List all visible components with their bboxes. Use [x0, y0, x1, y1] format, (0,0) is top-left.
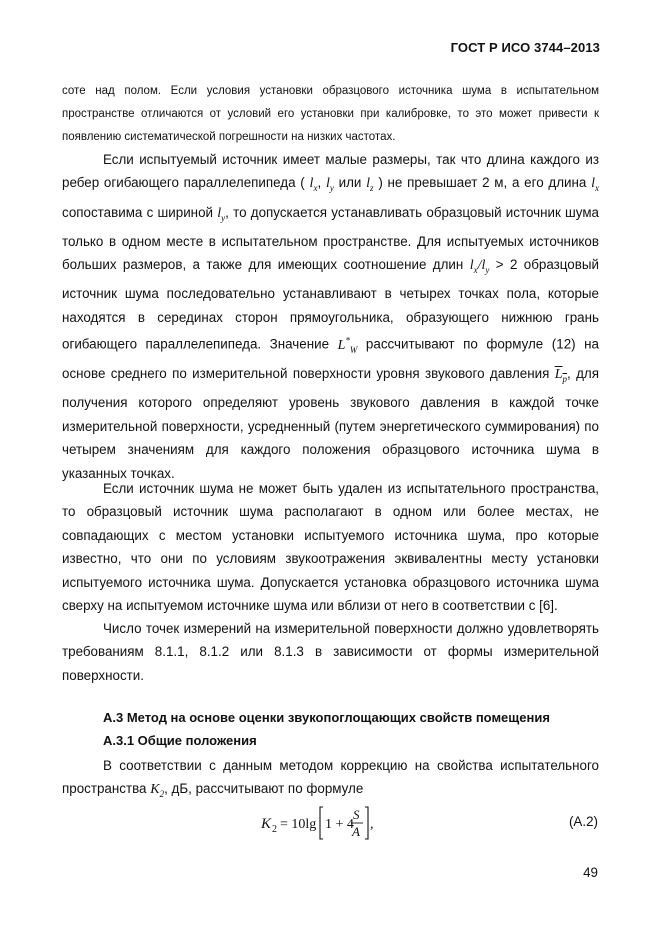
formula-num: S	[353, 807, 360, 822]
paragraph-text: В соответствии с данным методом коррекцию на свойства испытательного пространства $K_2$, дБ, рассчитывают по формуле	[62, 758, 599, 800]
section-heading-a31: А.3.1 Общие положения	[103, 733, 257, 748]
math-lw-star: $L^*_W$	[337, 335, 358, 355]
formula-one-plus: 1 + 4	[325, 817, 354, 832]
paragraph-text: Если испытуемый источник имеет малые размеры, так что длина каждого из ребер огибающего параллелепипеда ( $l_x$, $l_y$ или $l_z$ ) не превышает 2 м, а его длина $l_x$ сопоставима с шириной $l_y$, то допускается устанавливать образцовый источник шума только в одном месте в испытательном пространстве. Для испытуемых источников больших размеров, а также для имеющих соотношение длин $l_x/l_y > 2$ образцовый источник шума последовательно устанавливают в четырех точках пола, которые находятся в серединах сторон прямоугольника, образующего нижнюю грань огибающего параллелепипеда. Значение $L^*_W$ рассчитывают по формуле (12) на основе среднего по измерительной поверхности уровня звукового давления $L_p$, для получения которого определяют уровень звукового давления в каждой точке измерительной поверхности, усредненный (путем энергетического суммирования) по четырем значениям для каждого положения образцового источника шума в указанных точках.	[62, 152, 600, 481]
section-heading-a3: А.3 Метод на основе оценки звукопоглощающих свойств помещения	[103, 710, 550, 725]
math-ly-2: $l_y$	[217, 205, 226, 223]
math-ratio: $l_x/l_y$	[469, 258, 490, 276]
formula-lhs-sub: 2	[272, 824, 277, 835]
paragraph-text: Если источник шума не может быть удален из испытательного пространства, то образцовый источник шума располагают в одном или более местах, не совпадающих с местом установки испытуемого источника шума, про которые известно, что они по условиям звукоотражения эквивалентны месту установки испытуемого источника шума. Допускается установка образцового источника шума сверху на испытуемом источнике шума или вблизи от него в соответствии с [6].	[62, 481, 599, 614]
paragraph-text: сотe над полом. Если условия установки образцового источника шума в испытательном пространстве отличаются от условий его установки при калибровке, то это может привести к появлению систематической погрешности на низких частотах.	[62, 85, 599, 143]
document-code: ГОСТ Р ИСО 3744–2013	[450, 40, 600, 55]
formula-tail: ,	[370, 817, 374, 832]
paragraph-text: Число точек измерений на измерительной поверхности должно удовлетворять требованиям 8.1.1, 8.1.2 или 8.1.3 в зависимости от формы измерительной поверхности.	[62, 621, 599, 683]
formula-a2	[261, 803, 421, 843]
paragraph-small-source	[62, 148, 599, 485]
paragraph-measurement-points	[62, 617, 599, 687]
paragraph-source-in-room	[62, 477, 599, 617]
math-lp-mean: $L_p$	[554, 367, 568, 384]
math-lz: $l_z$	[366, 176, 374, 194]
equation-number: (А.2)	[568, 814, 598, 829]
page-number: 49	[583, 865, 598, 880]
formula-eq: = 10lg	[280, 817, 317, 832]
math-k2: $K_2$	[150, 782, 165, 800]
paragraph-continuation	[62, 80, 599, 149]
math-lx: $l_x$	[309, 176, 318, 194]
math-lx-2: $l_x$	[591, 176, 600, 194]
left-bracket-icon	[320, 807, 323, 839]
right-bracket-icon	[365, 807, 368, 839]
formula-lhs: K	[261, 816, 272, 832]
math-ly: $l_y$	[325, 176, 334, 194]
paragraph-correction	[62, 754, 599, 807]
formula-den: A	[352, 824, 360, 839]
